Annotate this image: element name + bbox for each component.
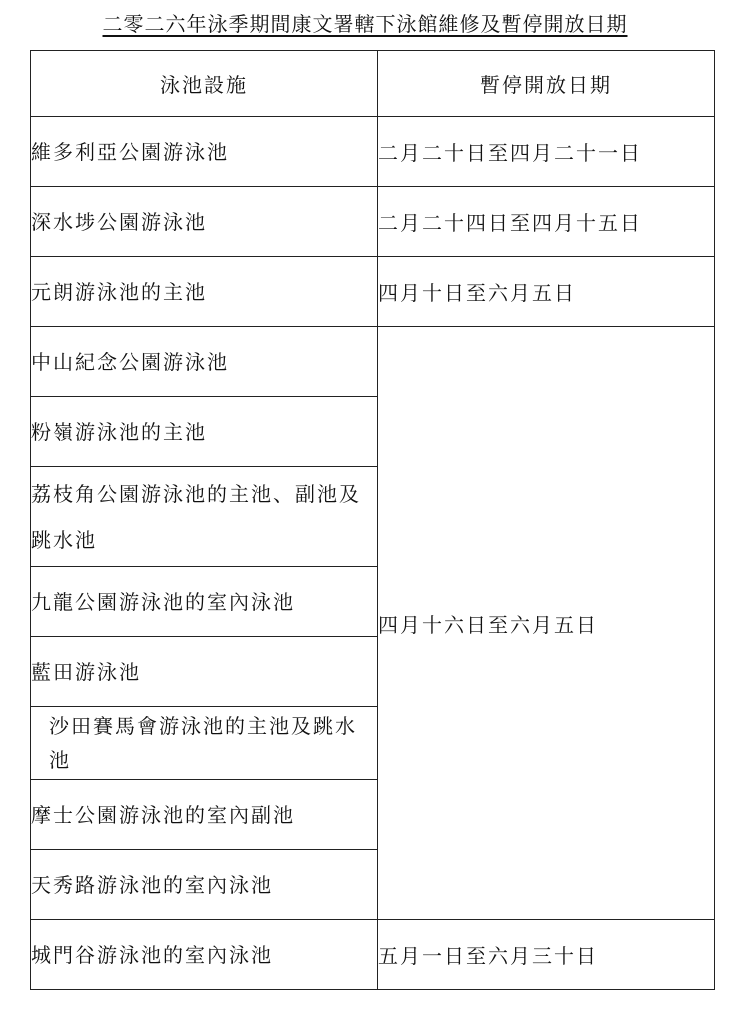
table-row	[31, 257, 715, 327]
facility-cell: 粉嶺游泳池的主池	[31, 397, 378, 467]
facility-cell: 城門谷游泳池的室內泳池	[31, 920, 378, 990]
facility-cell: 中山紀念公園游泳池	[31, 327, 378, 397]
table-row	[31, 117, 715, 187]
document-title-text: 二零二六年泳季期間康文署轄下泳館維修及暫停開放日期	[102, 12, 628, 36]
dates-cell: 二月二十四日至四月十五日	[378, 187, 715, 257]
dates-cell: 五月一日至六月三十日	[378, 920, 715, 990]
table-row	[31, 920, 715, 990]
closure-schedule-table	[30, 50, 715, 990]
grouped-dates-cell: 四月十六日至六月五日	[378, 327, 715, 920]
facility-cell: 藍田游泳池	[31, 637, 378, 707]
facility-cell: 天秀路游泳池的室內泳池	[31, 850, 378, 920]
facility-cell: 荔枝角公園游泳池的主池、副池及跳水池	[31, 467, 378, 567]
facility-cell: 沙田賽馬會游泳池的主池及跳水池	[31, 707, 378, 780]
table-row	[31, 187, 715, 257]
table-row	[31, 327, 715, 397]
facility-cell: 維多利亞公園游泳池	[31, 117, 378, 187]
facility-cell: 元朗游泳池的主池	[31, 257, 378, 327]
dates-cell: 四月十日至六月五日	[378, 257, 715, 327]
header-facility: 泳池設施	[31, 51, 378, 117]
document-title	[0, 8, 730, 37]
table-header-row	[31, 51, 715, 117]
header-dates: 暫停開放日期	[378, 51, 715, 117]
facility-cell: 深水埗公園游泳池	[31, 187, 378, 257]
facility-cell: 九龍公園游泳池的室內泳池	[31, 567, 378, 637]
dates-cell: 二月二十日至四月二十一日	[378, 117, 715, 187]
facility-cell: 摩士公園游泳池的室內副池	[31, 780, 378, 850]
